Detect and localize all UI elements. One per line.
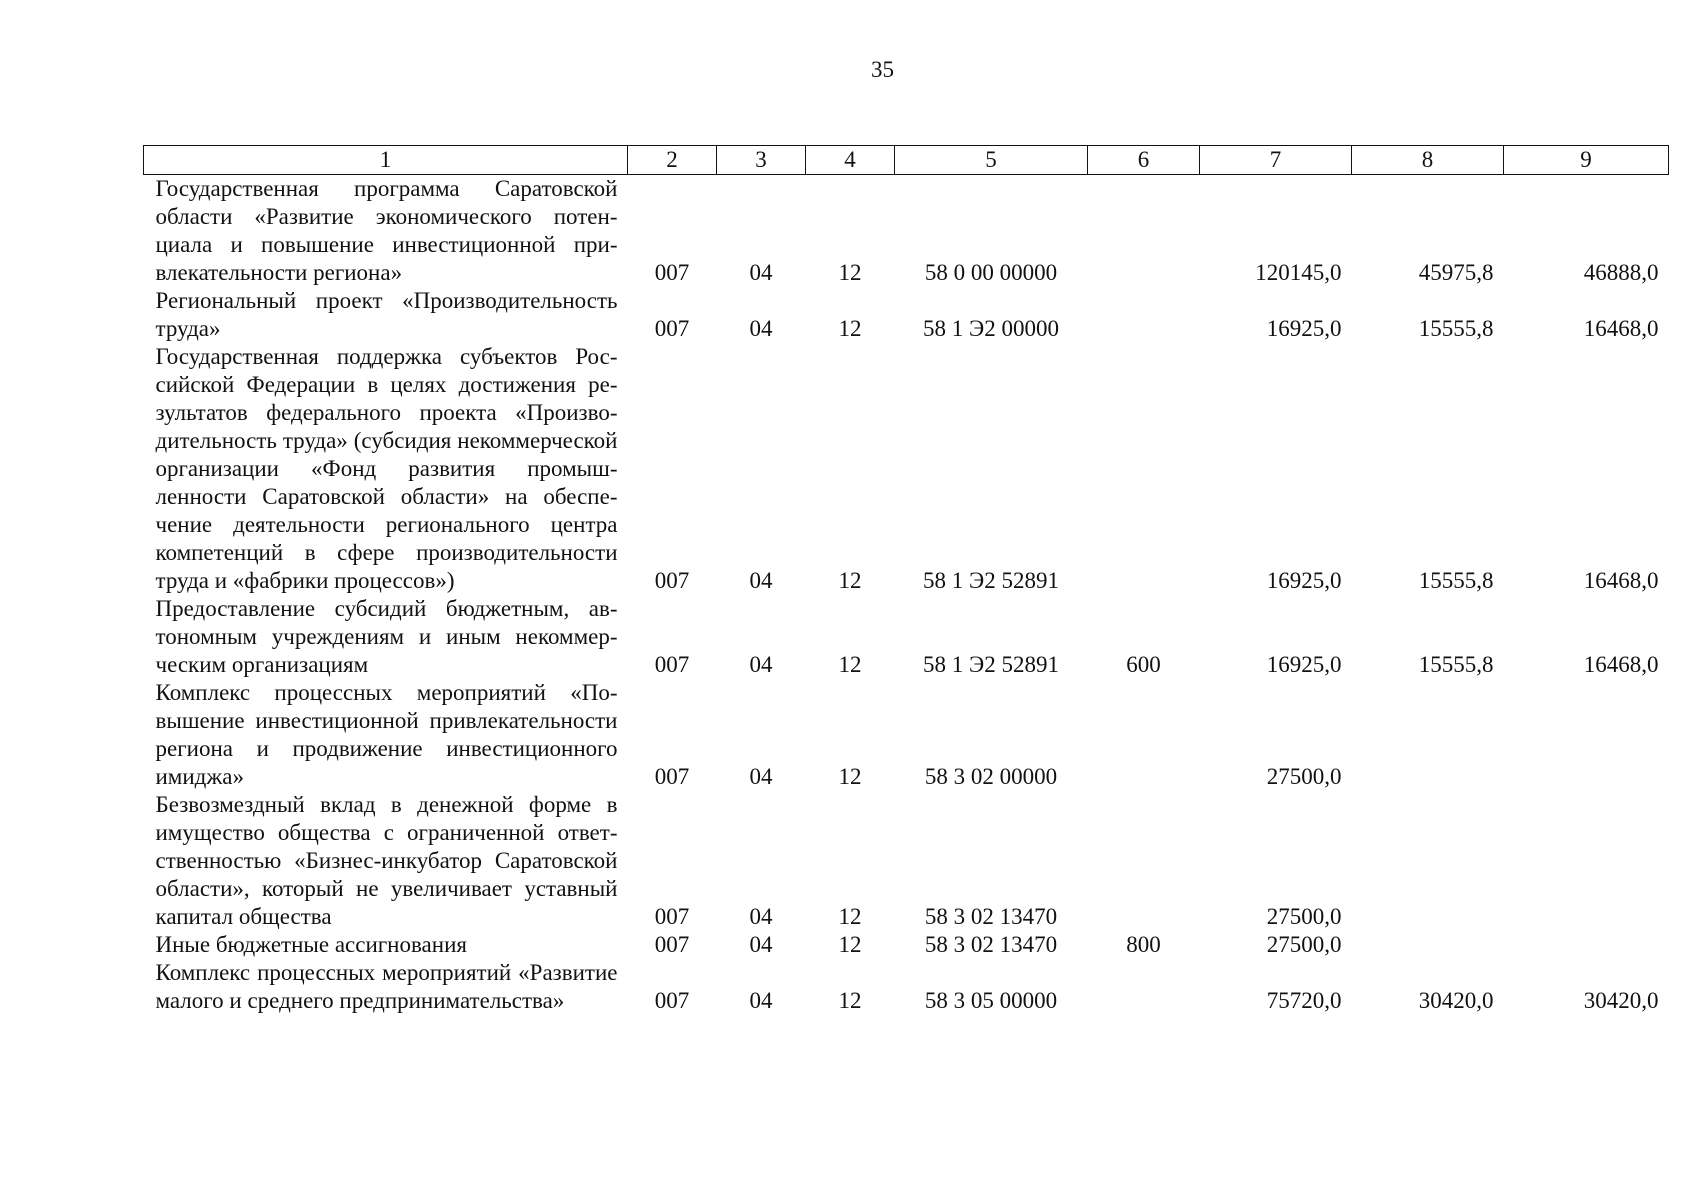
ministry-code: 007 (654, 316, 690, 341)
section-code: 04 (749, 652, 773, 677)
subsection-code: 12 (838, 568, 862, 593)
item-name: Государственная программа Саратовской области «Развитие экономического потенциала и повышение инвестиционной привлекательности региона» (155, 176, 618, 285)
expense-type (1088, 959, 1200, 1015)
target-article: 58 1 Э2 52891 (923, 568, 1059, 593)
section-code: 04 (749, 932, 773, 957)
table-row (144, 175, 1669, 288)
ministry-code: 007 (654, 260, 690, 285)
sum-col8 (1352, 791, 1504, 931)
sum-col8: 15555,8 (1418, 568, 1494, 593)
section-code: 04 (749, 764, 773, 789)
target-article: 58 0 00 00000 (924, 260, 1058, 285)
ministry-code: 007 (654, 932, 690, 957)
section-code: 04 (749, 988, 773, 1013)
sum-col9 (1504, 679, 1669, 791)
subsection-code: 12 (838, 764, 862, 789)
item-name: Иные бюджетные ассигнования (155, 932, 467, 957)
sum-col8 (1352, 931, 1504, 959)
column-header: 5 (895, 146, 1088, 175)
sum-col7: 75720,0 (1266, 988, 1342, 1013)
item-name: Комплекс процессных мероприятий «Повышение инвестиционной привлекательности региона и продвижение инвестиционного имиджа» (155, 680, 618, 789)
subsection-code: 12 (838, 260, 862, 285)
column-header: 4 (806, 146, 895, 175)
sum-col7: 27500,0 (1266, 764, 1342, 789)
sum-col7: 16925,0 (1266, 568, 1342, 593)
column-header: 1 (144, 146, 628, 175)
column-header: 6 (1088, 146, 1200, 175)
sum-col9: 30420,0 (1583, 988, 1659, 1013)
expense-type (1088, 343, 1200, 595)
item-name: Предоставление субсидий бюджетным, автономным учреждениям и иным некоммерческим организациям (155, 596, 618, 677)
sum-col8: 15555,8 (1418, 316, 1494, 341)
budget-table (143, 145, 1669, 1015)
section-code: 04 (749, 316, 773, 341)
target-article: 58 1 Э2 52891 (923, 652, 1059, 677)
section-code: 04 (749, 904, 773, 929)
subsection-code: 12 (838, 932, 862, 957)
sum-col9 (1504, 931, 1669, 959)
header-row (144, 146, 1669, 175)
target-article: 58 3 02 13470 (924, 932, 1058, 957)
sum-col8 (1352, 679, 1504, 791)
expense-type (1088, 175, 1200, 288)
column-header: 7 (1200, 146, 1352, 175)
expense-type: 600 (1126, 652, 1161, 677)
item-name: Комплекс процессных мероприятий «Развитие малого и среднего предпринимательства» (155, 960, 618, 1013)
target-article: 58 3 05 00000 (924, 988, 1058, 1013)
table-row (144, 343, 1669, 595)
sum-col7: 27500,0 (1266, 932, 1342, 957)
item-name: Региональный проект «Производительность труда» (155, 288, 618, 341)
expense-type (1088, 679, 1200, 791)
sum-col7: 16925,0 (1266, 316, 1342, 341)
sum-col7: 16925,0 (1266, 652, 1342, 677)
section-code: 04 (749, 568, 773, 593)
column-header: 8 (1352, 146, 1504, 175)
sum-col8: 30420,0 (1418, 988, 1494, 1013)
expense-type (1088, 287, 1200, 343)
table-row (144, 791, 1669, 931)
sum-col7: 27500,0 (1266, 904, 1342, 929)
ministry-code: 007 (654, 988, 690, 1013)
sum-col9: 16468,0 (1583, 568, 1659, 593)
ministry-code: 007 (654, 904, 690, 929)
sum-col8: 45975,8 (1418, 260, 1494, 285)
sum-col8: 15555,8 (1418, 652, 1494, 677)
ministry-code: 007 (654, 652, 690, 677)
column-header: 3 (717, 146, 806, 175)
subsection-code: 12 (838, 316, 862, 341)
target-article: 58 1 Э2 00000 (923, 316, 1059, 341)
sum-col9: 16468,0 (1583, 652, 1659, 677)
sum-col9 (1504, 791, 1669, 931)
column-header: 9 (1504, 146, 1669, 175)
column-header: 2 (628, 146, 717, 175)
subsection-code: 12 (838, 904, 862, 929)
ministry-code: 007 (654, 764, 690, 789)
expense-type: 800 (1126, 932, 1161, 957)
table-row (144, 287, 1669, 343)
sum-col9: 16468,0 (1583, 316, 1659, 341)
item-name: Безвозмездный вклад в денежной форме в имущество общества с ограниченной ответственностью «Бизнес-инкубатор Саратовской области», который не увеличивает уставный капитал общества (155, 792, 618, 929)
table-row (144, 595, 1669, 679)
item-name: Государственная поддержка субъектов Российской Федерации в целях достижения результатов федерального проекта «Производительность труда» (субсидия некоммерческой организации «Фонд развития промышленности Саратовской области» на обеспечение деятельности регионального центра компетенций в сфере производительности труда и «фабрики процессов») (155, 344, 618, 593)
expense-type (1088, 791, 1200, 931)
table-row (144, 931, 1669, 959)
section-code: 04 (749, 260, 773, 285)
target-article: 58 3 02 00000 (924, 764, 1058, 789)
subsection-code: 12 (838, 652, 862, 677)
table-row (144, 679, 1669, 791)
sum-col7: 120145,0 (1255, 260, 1342, 285)
table-row (144, 959, 1669, 1015)
target-article: 58 3 02 13470 (924, 904, 1058, 929)
sum-col9: 46888,0 (1583, 260, 1659, 285)
page-number: 35 (871, 57, 894, 82)
subsection-code: 12 (838, 988, 862, 1013)
ministry-code: 007 (654, 568, 690, 593)
